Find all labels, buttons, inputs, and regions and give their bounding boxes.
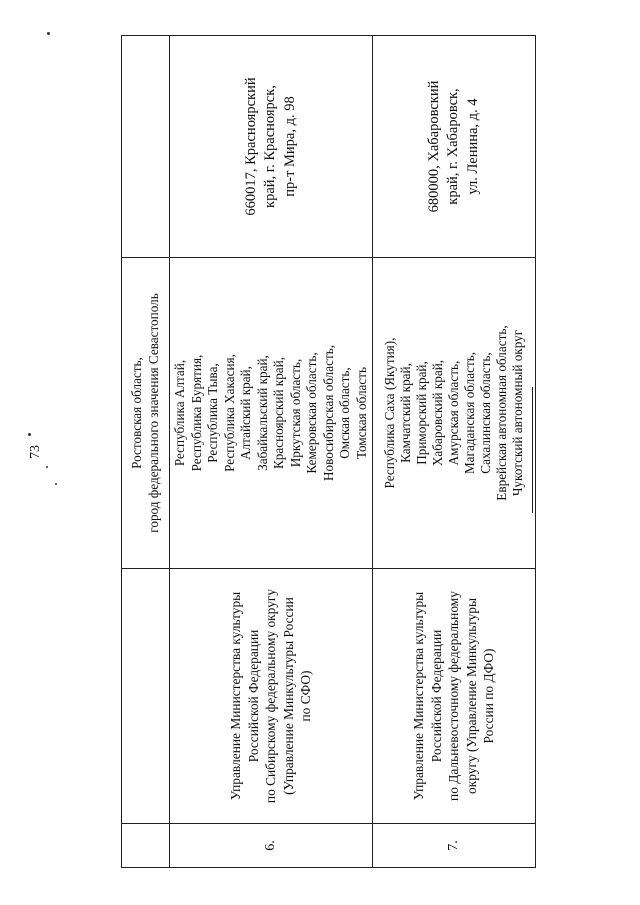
organization-line: по СФО)	[298, 670, 314, 722]
region-line: Ростовская область,	[129, 357, 144, 469]
number-cell	[122, 824, 170, 868]
address-cell	[122, 36, 170, 258]
table-row-continued	[122, 36, 170, 868]
number-cell: 6.	[170, 824, 373, 868]
organization-line: Российской Федерации	[245, 629, 261, 763]
region-line: Еврейская автономная область,	[494, 325, 510, 501]
number-cell: 7.	[373, 824, 536, 868]
region-line: Амурская область,	[445, 360, 461, 466]
region-line: город федерального значения Севастополь	[145, 293, 161, 533]
region-line: Томская область	[353, 366, 369, 460]
table-row	[170, 36, 373, 868]
region-line: Приморский край,	[413, 361, 429, 465]
region-line: Кемеровская область,	[304, 352, 319, 474]
organization-line: округу (Управление Минкультуры	[463, 598, 479, 794]
region-line: Республика Саха (Якутия),	[381, 337, 397, 489]
scan-speck	[28, 433, 31, 436]
regions-cell	[373, 258, 536, 569]
region-line: Республика Алтай,	[172, 359, 187, 467]
organization-line: по Дальневосточному федеральному	[446, 591, 462, 801]
region-line: Сахалинская область,	[478, 352, 494, 474]
regions-cell	[170, 258, 373, 569]
region-line: Новосибирская область,	[320, 344, 336, 482]
registry-table	[121, 35, 536, 868]
organization-cell	[122, 569, 170, 824]
region-line: Камчатский край,	[397, 363, 413, 463]
region-line: Красноярский край,	[271, 356, 286, 470]
address-line: 660017, Красноярский	[242, 77, 259, 216]
organization-line: Управление Министерства культуры	[411, 591, 427, 801]
region-line: Республика Тыва,	[205, 363, 220, 463]
region-line: Алтайский край,	[238, 366, 253, 460]
region-line: Иркутская область,	[287, 358, 303, 468]
region-line: Чукотский автономный округ	[510, 329, 526, 497]
region-line: Забайкальский край,	[254, 355, 270, 471]
page-number: 73	[28, 445, 43, 459]
region-line: Хабаровский край,	[429, 359, 445, 467]
address-cell	[373, 36, 536, 258]
organization-line: Российской Федерации	[428, 629, 444, 763]
scan-speck	[55, 483, 57, 485]
organization-line: России по ДФО)	[481, 648, 497, 744]
address-line: край, г. Хабаровск,	[445, 88, 462, 205]
organization-line: Управление Министерства культуры	[228, 591, 244, 801]
address-line: край, г. Красноярск,	[262, 85, 279, 208]
organization-cell	[373, 569, 536, 824]
organization-line: (Управление Минкультуры России	[280, 597, 296, 795]
region-line: Омская область,	[337, 367, 352, 459]
table-row	[373, 36, 536, 868]
scan-speck	[47, 32, 50, 35]
regions-cell	[122, 258, 170, 569]
address-line: 680000, Хабаровский	[425, 80, 442, 213]
region-line: Республика Хакасия,	[221, 354, 237, 472]
table-container	[121, 36, 526, 868]
divider-line	[532, 387, 533, 513]
address-line: пр-т Мира, д. 98	[281, 96, 298, 197]
region-line: Магаданская область,	[462, 351, 478, 475]
organization-cell	[170, 569, 373, 824]
address-line: ул. Ленина, д. 4	[464, 98, 481, 195]
region-line: Республика Бурятия,	[188, 354, 204, 472]
organization-line: по Сибирскому федеральному округу	[263, 588, 279, 804]
address-cell	[170, 36, 373, 258]
scan-speck	[46, 466, 48, 468]
